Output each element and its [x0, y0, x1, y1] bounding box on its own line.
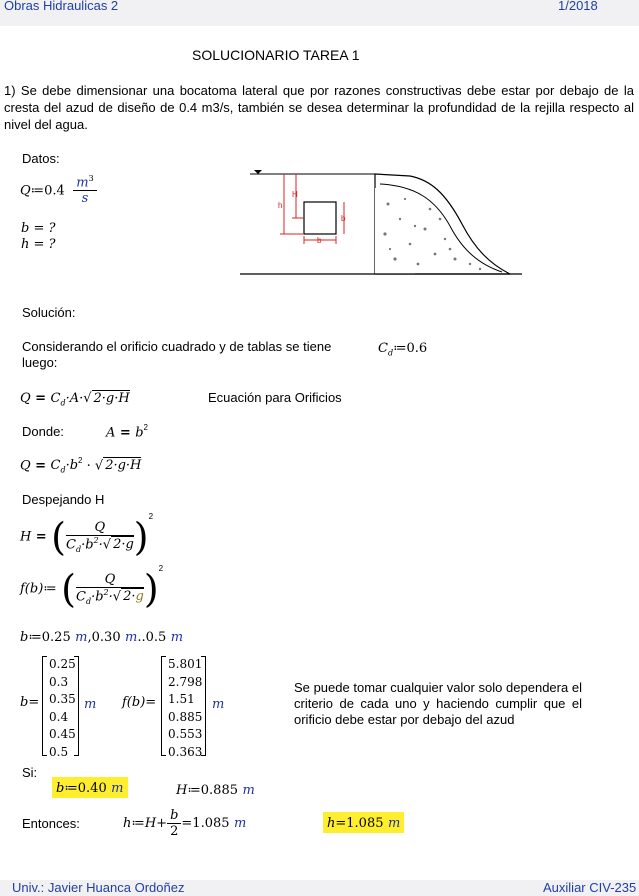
b-vector-unit: m — [84, 697, 97, 712]
q-substituted-equation: $Q = C_d\cdot b^2$ · √ 2·g·H — [20, 456, 142, 475]
f-of-b-definition: f(b)≔ ( $\frac{Q}{C_d\cdot b^2\cdot√ 2\cdot g}$ )$^2$ — [20, 564, 164, 611]
f-vector-left-bracket — [161, 656, 166, 756]
b-selected: b≔0.40 m — [52, 779, 128, 797]
b-vector-right-bracket — [74, 656, 79, 756]
label-b-side: b — [341, 214, 346, 223]
bocatoma-diagram — [240, 164, 522, 288]
b-vector-left-bracket — [42, 656, 47, 756]
q-definition: Q≔0.4 $\frac{m^3}{s}$ — [20, 174, 97, 206]
b-vector: 0.25 0.3 0.35 0.4 0.45 0.5 — [49, 657, 76, 759]
f-vector-lhs: f(b)= — [122, 695, 157, 710]
area-equation: $A = b^2$ — [106, 423, 148, 441]
page-title: SOLUCIONARIO TAREA 1 — [192, 47, 360, 63]
page-header — [0, 0, 639, 26]
h-unknown: h = ? — [21, 237, 56, 252]
b-vector-lhs: b= — [20, 695, 40, 710]
header-course: Obras Hidraulicas 2 — [4, 0, 119, 13]
header-term: 1/2018 — [558, 0, 598, 13]
b-unknown: b = ? — [21, 221, 56, 236]
label-h: h — [278, 201, 283, 210]
h-calculation: h≔H+ $\frac{b}{2}$ =1.085 m — [123, 808, 247, 839]
entonces-label: Entonces: — [22, 816, 80, 831]
footer-role: Auxiliar CIV-235 — [543, 880, 637, 895]
label-b-bottom: b — [317, 236, 322, 245]
h-result: h=1.085 m — [323, 814, 404, 832]
h-equation: H = ( $\frac{Q}{C_d\cdot b^2\cdot√ 2\cdot g}$ )$^2$ — [20, 512, 154, 559]
footer-author: Univ.: Javier Huanca Ordoñez — [12, 880, 185, 895]
despejando-label: Despejando H — [22, 492, 105, 507]
orifice-equation: $Q = C_d\cdot A\cdot√$ 2·g·H — [20, 391, 130, 408]
donde-label: Donde: — [22, 424, 64, 439]
si-label: Si: — [22, 765, 38, 780]
problem-statement: 1) Se debe dimensionar una bocatoma lateral que por razones constructivas debe estar por debajo de la cresta del azud de diseño de 0.4 m3/s, también se desea determinar la profundidad de la rejilla respecto al nivel del agua. — [4, 83, 634, 132]
solucion-label: Solución: — [22, 305, 76, 320]
orifice-square — [304, 202, 336, 234]
b-range-definition: b≔0.25 m,0.30 m..0.5 m — [20, 630, 184, 645]
page-footer — [0, 880, 639, 896]
cd-definition: $C_d≔0.6$ — [378, 341, 428, 358]
f-vector-right-bracket — [201, 656, 206, 756]
H-selected: H≔0.885 m — [176, 783, 255, 798]
datos-label: Datos: — [22, 151, 60, 166]
ecuacion-label: Ecuación para Orificios — [208, 390, 342, 405]
f-vector: 5.801 2.798 1.51 0.885 0.553 0.363 — [168, 657, 203, 759]
label-H: H — [292, 190, 298, 199]
selection-note: Se puede tomar cualquier valor solo dependera el criterio de cada uno y haciendo cumplir que el orificio debe estar por debajo del azud — [294, 680, 582, 727]
f-vector-unit: m — [212, 697, 225, 712]
considerando-text: Considerando el orificio cuadrado y de tablas se tiene luego: — [22, 339, 332, 370]
